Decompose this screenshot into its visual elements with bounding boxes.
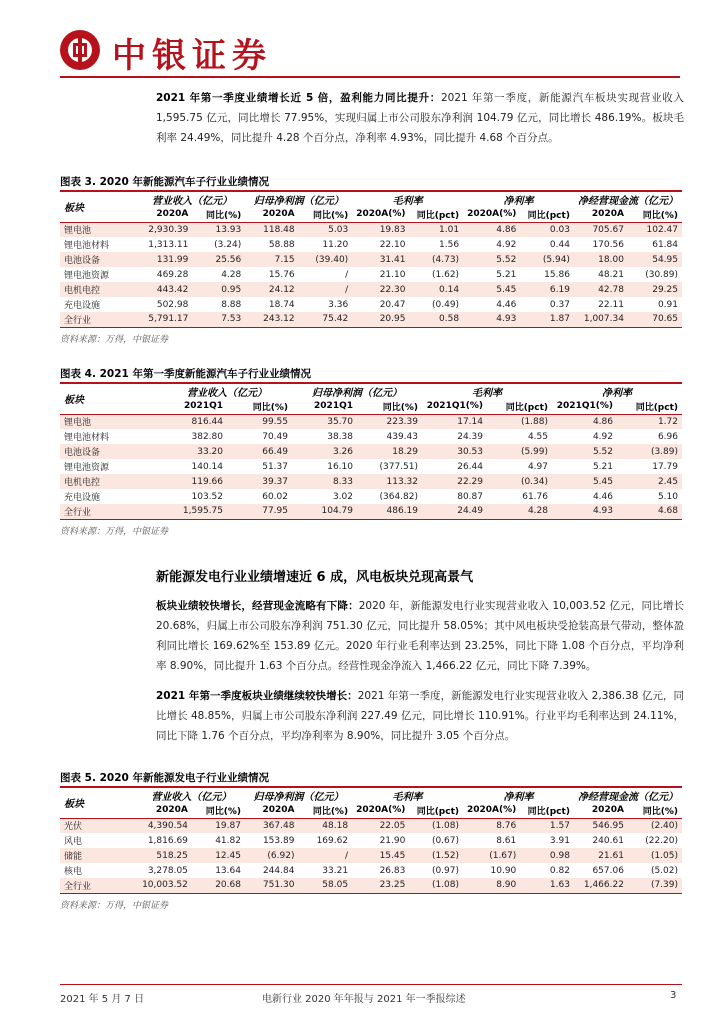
table-cell: 5.45 xyxy=(552,474,617,489)
table-group-header: 净利率 xyxy=(602,388,632,399)
table-cell: 12.45 xyxy=(192,848,245,863)
paragraph-lead: 2021 年第一季度板块业绩继续较快增长： xyxy=(156,690,358,702)
table3-title: 图表 3. 2020 年新能源汽车子行业业绩情况 xyxy=(60,176,269,188)
table-cell: 119.66 xyxy=(162,474,227,489)
table-cell: 4.86 xyxy=(552,414,617,429)
table-cell: 5.10 xyxy=(657,491,678,502)
table-column-header: 同比(pct) xyxy=(617,399,682,414)
table-cell: 1,313.11 xyxy=(148,239,189,250)
table-cell: 58.05 xyxy=(298,878,352,893)
table-column-header: 2020A xyxy=(574,207,628,222)
table-cell: (4.73) xyxy=(409,252,463,267)
table-cell: 0.14 xyxy=(409,282,463,297)
table-column-header: 同比(pct) xyxy=(409,207,463,222)
table-cell: (0.34) xyxy=(487,474,552,489)
table-cell: 5.52 xyxy=(463,252,520,267)
table-cell: 22.05 xyxy=(352,818,409,833)
table-cell: 4.46 xyxy=(592,491,613,502)
table-cell: 382.80 xyxy=(191,431,223,442)
table-cell: 13.64 xyxy=(215,865,241,876)
table-cell: 223.39 xyxy=(357,414,422,429)
table-group-header: 营业收入（亿元） xyxy=(152,196,233,207)
table-cell: 367.48 xyxy=(245,818,299,833)
table5-source: 资料来源：万得，中银证券 xyxy=(60,901,169,911)
table-cell: 113.32 xyxy=(357,474,422,489)
table-cell: 15.86 xyxy=(544,269,570,280)
table-cell: 5.21 xyxy=(592,461,613,472)
table-cell: 1,595.75 xyxy=(162,504,227,519)
table-column-header: 同比(%) xyxy=(357,399,422,414)
table-row xyxy=(60,282,682,297)
table-row xyxy=(60,312,682,327)
table-cell: / xyxy=(345,269,349,280)
table-group-header: 毛利率 xyxy=(392,196,423,207)
table-cell: 15.76 xyxy=(268,269,295,280)
table-cell: 705.67 xyxy=(574,222,628,237)
table-cell: (30.89) xyxy=(645,269,678,280)
table-group-header: 归母净利润（亿元） xyxy=(253,196,344,207)
footer-divider xyxy=(60,984,682,985)
table-row-label: 风电 xyxy=(64,837,83,847)
table-row-label: 锂电池 xyxy=(60,222,139,237)
table-cell: 17.14 xyxy=(422,414,487,429)
table-column-header: 同比(pct) xyxy=(487,399,552,414)
table-row xyxy=(60,222,682,237)
table-row xyxy=(60,252,682,267)
table-cell: 66.49 xyxy=(227,444,292,459)
table-row xyxy=(60,444,682,459)
table-row xyxy=(60,429,682,444)
table-cell: (2.40) xyxy=(628,818,682,833)
table-column-header: 2020A(%) xyxy=(463,803,520,818)
section-title-renewables: 新能源发电行业业绩增速近 6 成，风电板块兑现高景气 xyxy=(156,570,474,585)
table-row xyxy=(60,459,682,474)
table-row xyxy=(60,414,682,429)
table-cell: 4.92 xyxy=(592,431,613,442)
table-row xyxy=(60,863,682,878)
table-cell: 4,390.54 xyxy=(138,818,192,833)
table-column-header: 同比(%) xyxy=(628,803,682,818)
table-cell: (6.92) xyxy=(245,848,299,863)
table-row-label: 全行业 xyxy=(60,878,138,893)
table-cell: 6.19 xyxy=(520,282,574,297)
table-cell: 61.84 xyxy=(652,239,678,250)
table-cell: 20.95 xyxy=(352,312,409,327)
table-cell: 3,278.05 xyxy=(147,865,188,876)
table-column-header: 2020A(%) xyxy=(352,207,409,222)
table-column-header: 同比(%) xyxy=(227,399,292,414)
table-column-header: 2020A xyxy=(245,803,299,818)
table-column-header: 2021Q1(%) xyxy=(422,399,487,414)
table-cell: 1.87 xyxy=(520,312,574,327)
table-cell: 35.70 xyxy=(292,414,357,429)
table-cell: 24.12 xyxy=(245,282,298,297)
table-cell: 99.55 xyxy=(227,414,292,429)
table-cell: 48.21 xyxy=(598,269,624,280)
table-row xyxy=(60,267,682,282)
table-column-header: 2021Q1 xyxy=(292,399,357,414)
table-cell: 5.21 xyxy=(496,269,517,280)
table-cell: (1.67) xyxy=(463,848,520,863)
table-cell: 60.02 xyxy=(262,491,288,502)
table-row xyxy=(60,878,682,893)
table-cell: 0.82 xyxy=(549,865,570,876)
table-cell: 8.90 xyxy=(463,878,520,893)
table-cell: 19.83 xyxy=(352,222,409,237)
brand-name: 中银证券 xyxy=(112,36,272,76)
table-cell: 131.99 xyxy=(139,252,192,267)
table-cell: 20.47 xyxy=(379,299,406,310)
table-cell: 10,003.52 xyxy=(138,878,192,893)
table-cell: 18.29 xyxy=(357,444,422,459)
table-cell: 77.95 xyxy=(227,504,292,519)
table-cell: / xyxy=(298,848,352,863)
table-cell: (5.99) xyxy=(487,444,552,459)
table-cell: 22.10 xyxy=(379,239,406,250)
table-cell: 1,466.22 xyxy=(574,878,628,893)
table-row-label: 电池设备 xyxy=(60,252,139,267)
table-row xyxy=(60,297,682,312)
table-cell: 22.29 xyxy=(422,474,487,489)
table-cell: 486.19 xyxy=(357,504,422,519)
paragraph-renewables-q1 xyxy=(156,686,684,746)
table-cell: 17.79 xyxy=(652,461,678,472)
table-row xyxy=(60,489,682,504)
table-group-header: 毛利率 xyxy=(472,388,502,399)
table-cell: 75.42 xyxy=(299,312,353,327)
table-column-header: 2020A(%) xyxy=(463,207,520,222)
table-cell: 169.62 xyxy=(316,835,349,846)
table-group-header: 营业收入（亿元） xyxy=(151,792,232,803)
table-cell: 58.88 xyxy=(268,239,295,250)
table-cell: 15.45 xyxy=(352,848,409,863)
table4-title: 图表 4. 2021 年第一季度新能源汽车子行业业绩情况 xyxy=(60,368,311,380)
table-cell: 0.95 xyxy=(192,282,245,297)
table-group-header: 归母净利润（亿元） xyxy=(312,388,402,399)
table-row-label: 电机电控 xyxy=(60,474,162,489)
table3 xyxy=(60,192,682,328)
table-cell: 816.44 xyxy=(162,414,227,429)
table-cell: (39.40) xyxy=(299,252,353,267)
table-row-header: 板块 xyxy=(60,788,138,818)
table-cell: (1.52) xyxy=(409,848,463,863)
table-cell: 8.61 xyxy=(496,835,517,846)
table-column-header: 同比(%) xyxy=(192,803,245,818)
table-cell: 4.68 xyxy=(617,504,682,519)
table-row xyxy=(60,833,682,848)
table-cell: 5.03 xyxy=(299,222,353,237)
table-row-label: 电机电控 xyxy=(60,282,139,297)
paragraph-lead: 2021 年第一季度业绩增长近 5 倍，盈利能力同比提升： xyxy=(156,92,441,104)
paragraph-ev-q1 xyxy=(156,88,684,148)
table-column-header: 同比(%) xyxy=(192,207,245,222)
table-group-header: 净经营现金流（亿元） xyxy=(577,196,678,207)
table-column-header: 同比(%) xyxy=(299,207,353,222)
table-cell: 2,930.39 xyxy=(139,222,192,237)
table4 xyxy=(60,384,682,520)
footer-date: 2021 年 5 月 7 日 xyxy=(60,994,145,1005)
table-cell: 24.39 xyxy=(457,431,483,442)
table-cell: 5,791.17 xyxy=(139,312,192,327)
table-cell: (0.97) xyxy=(431,865,459,876)
table-cell: (364.82) xyxy=(379,491,418,502)
table-cell: 1.63 xyxy=(520,878,574,893)
table-row-label: 锂电池材料 xyxy=(64,241,110,251)
table-cell: (1.08) xyxy=(409,818,463,833)
table-cell: 7.53 xyxy=(192,312,245,327)
table-group-header: 净利率 xyxy=(503,792,534,803)
table-column-header: 同比(pct) xyxy=(520,207,574,222)
table-group-header: 营业收入（亿元） xyxy=(187,388,267,399)
table-column-header: 2021Q1 xyxy=(162,399,227,414)
table-cell: 4.28 xyxy=(487,504,552,519)
table-row-header: 板块 xyxy=(60,384,162,414)
table-cell: 4.97 xyxy=(527,461,548,472)
table-cell: 1.01 xyxy=(409,222,463,237)
table-cell: 20.68 xyxy=(192,878,245,893)
table-cell: 30.53 xyxy=(422,444,487,459)
table-cell: (0.49) xyxy=(432,299,460,310)
table-cell: / xyxy=(299,282,353,297)
table-cell: 5.45 xyxy=(463,282,520,297)
table-cell: 18.00 xyxy=(574,252,628,267)
table-cell: 2.45 xyxy=(617,474,682,489)
table-cell: 21.61 xyxy=(574,848,628,863)
paragraph-body: 2021 年第一季度，新能源汽车板块实现营业收入 1,595.75 亿元，同比增长 77.95%，实现归属上市公司股东净利润 104.79 亿元，同比增长 486.19%。板块毛利率 24.49%，同比提升 4.28 个百分点，净利率 4.93%，同比提升 4.68 个百分点。 xyxy=(156,92,684,144)
table-cell: (1.05) xyxy=(628,848,682,863)
table-cell: 10.90 xyxy=(490,865,517,876)
table-cell: 16.10 xyxy=(327,461,353,472)
table-cell: 22.11 xyxy=(598,299,624,310)
table-cell: (1.88) xyxy=(487,414,552,429)
table-group-header: 毛利率 xyxy=(392,792,423,803)
table-cell: 118.48 xyxy=(245,222,298,237)
table-cell: 42.78 xyxy=(574,282,628,297)
table-cell: 54.95 xyxy=(628,252,682,267)
table-cell: (3.24) xyxy=(214,239,242,250)
table-column-header: 2020A xyxy=(138,803,192,818)
table-row-label: 储能 xyxy=(60,848,138,863)
table-column-header: 2020A xyxy=(139,207,192,222)
table-cell: (377.51) xyxy=(379,461,418,472)
table-cell: 51.37 xyxy=(262,461,288,472)
table-cell: 18.74 xyxy=(268,299,295,310)
table-row-label: 充电设施 xyxy=(64,493,101,503)
table5-title: 图表 5. 2020 年新能源发电子行业业绩情况 xyxy=(60,772,269,784)
table-cell: 4.93 xyxy=(463,312,520,327)
table-cell: 102.47 xyxy=(628,222,682,237)
table-cell: 469.28 xyxy=(156,269,189,280)
table-cell: 8.76 xyxy=(463,818,520,833)
table-cell: 3.36 xyxy=(328,299,349,310)
table-cell: 26.83 xyxy=(379,865,406,876)
table-cell: 4.46 xyxy=(496,299,517,310)
table-cell: 153.89 xyxy=(262,835,295,846)
table-cell: 61.76 xyxy=(522,491,548,502)
table4-source: 资料来源：万得，中银证券 xyxy=(60,527,169,537)
table-cell: 0.37 xyxy=(549,299,570,310)
table-cell: 25.56 xyxy=(192,252,245,267)
table-row-label: 全行业 xyxy=(60,504,162,519)
table-cell: (22.20) xyxy=(645,835,678,846)
table-cell: (5.02) xyxy=(650,865,678,876)
paragraph-body: 2020 年，新能源发电行业实现营业收入 10,003.52 亿元，同比增长 20.68%，归属上市公司股东净利润 751.30 亿元，同比提升 58.05%；其中风电板块受抢装高景气带动，整体盈利同比增长 169.62%至 153.89 亿元。2020 年行业毛利率达到 23.25%，同比下降 1.08 个百分点，平均净利率 8.90%，同比提升 1.63 个百分点。经营性现金净流入 1,466.22 亿元，同比下降 7.39%。 xyxy=(156,600,685,672)
table-cell: 3.26 xyxy=(292,444,357,459)
table-cell: 170.56 xyxy=(592,239,624,250)
table-row-label: 锂电池 xyxy=(60,414,162,429)
table-cell: 518.25 xyxy=(138,848,192,863)
table-row-header: 板块 xyxy=(60,192,139,222)
table-column-header: 同比(pct) xyxy=(409,803,463,818)
table-group-header: 归母净利润（亿元） xyxy=(253,792,344,803)
table-cell: 21.10 xyxy=(379,269,406,280)
table-cell: 1.56 xyxy=(439,239,460,250)
table-cell: 502.98 xyxy=(156,299,189,310)
table-cell: 48.18 xyxy=(298,818,352,833)
table-cell: 1.72 xyxy=(617,414,682,429)
table-cell: 0.58 xyxy=(409,312,463,327)
table-column-header: 同比(pct) xyxy=(520,803,574,818)
table-cell: (1.08) xyxy=(409,878,463,893)
table-cell: 104.79 xyxy=(292,504,357,519)
table-cell: 38.38 xyxy=(327,431,353,442)
table-row-label: 锂电池资源 xyxy=(64,463,110,473)
table-cell: 11.20 xyxy=(322,239,349,250)
table-cell: 4.93 xyxy=(552,504,617,519)
table-cell: 26.44 xyxy=(457,461,483,472)
table-cell: 4.55 xyxy=(527,431,548,442)
table-cell: (1.62) xyxy=(432,269,460,280)
table-cell: 39.37 xyxy=(227,474,292,489)
table-cell: 0.03 xyxy=(520,222,574,237)
bank-logo-icon xyxy=(60,30,100,70)
table-cell: 24.49 xyxy=(422,504,487,519)
table-row xyxy=(60,474,682,489)
table-cell: 546.95 xyxy=(574,818,628,833)
table-row-label: 充电设施 xyxy=(64,301,101,311)
page-number: 3 xyxy=(670,990,677,1001)
table-cell: 657.06 xyxy=(592,865,624,876)
table-cell: 70.49 xyxy=(262,431,288,442)
table-row-label: 全行业 xyxy=(60,312,139,327)
table-cell: 240.61 xyxy=(592,835,624,846)
paragraph-renewables-2020 xyxy=(156,596,684,676)
table-cell: 33.21 xyxy=(322,865,349,876)
table-column-header: 2020A(%) xyxy=(352,803,409,818)
table-cell: 3.02 xyxy=(332,491,353,502)
table-column-header: 同比(%) xyxy=(298,803,352,818)
table-column-header: 同比(%) xyxy=(628,207,682,222)
table-cell: 41.82 xyxy=(215,835,241,846)
table-cell: 13.93 xyxy=(192,222,245,237)
table3-source: 资料来源：万得，中银证券 xyxy=(60,335,169,345)
table-column-header: 2020A xyxy=(245,207,298,222)
table-group-header: 净经营现金流（亿元） xyxy=(577,792,678,803)
table-cell: 0.91 xyxy=(657,299,678,310)
paragraph-body: 2021 年第一季度，新能源发电行业实现营业收入 2,386.38 亿元，同比增长 48.85%，归属上市公司股东净利润 227.49 亿元，同比增长 110.91%。行业平均毛利率达到 24.11%，同比下降 1.76 个百分点，平均净利率为 8.90%，同比提升 3.05 个百分点。 xyxy=(156,690,684,742)
table-cell: 5.52 xyxy=(552,444,617,459)
table-cell: 103.52 xyxy=(191,491,223,502)
table-cell: 4.92 xyxy=(496,239,517,250)
table-row-label: 锂电池材料 xyxy=(64,433,110,443)
table-row-label: 锂电池资源 xyxy=(64,271,110,281)
table-cell: 23.25 xyxy=(352,878,409,893)
table-cell: 439.43 xyxy=(386,431,418,442)
table-row-label: 电池设备 xyxy=(60,444,162,459)
table-cell: 21.90 xyxy=(379,835,406,846)
page-header xyxy=(60,28,680,74)
table-cell: 244.84 xyxy=(262,865,295,876)
table-cell: 140.14 xyxy=(191,461,223,472)
table-cell: (5.94) xyxy=(520,252,574,267)
table-cell: 8.88 xyxy=(221,299,242,310)
table-cell: 751.30 xyxy=(245,878,299,893)
table-cell: 1.57 xyxy=(520,818,574,833)
table-row-label: 核电 xyxy=(64,867,83,877)
table-cell: 6.96 xyxy=(657,431,678,442)
table-cell: 31.41 xyxy=(352,252,409,267)
table-cell: 80.87 xyxy=(457,491,483,502)
table-row xyxy=(60,848,682,863)
table-cell: 4.28 xyxy=(221,269,242,280)
table-cell: 1,007.34 xyxy=(574,312,628,327)
table-cell: 4.86 xyxy=(463,222,520,237)
table-cell: 19.87 xyxy=(192,818,245,833)
table-row xyxy=(60,818,682,833)
table-row xyxy=(60,237,682,252)
table-cell: 70.65 xyxy=(628,312,682,327)
table-cell: 0.98 xyxy=(520,848,574,863)
table-cell: 443.42 xyxy=(139,282,192,297)
table-group-header: 净利率 xyxy=(503,196,534,207)
table-cell: 29.25 xyxy=(628,282,682,297)
table-cell: 7.15 xyxy=(245,252,298,267)
table-row xyxy=(60,504,682,519)
table-cell: 0.44 xyxy=(549,239,570,250)
table-cell: 22.30 xyxy=(352,282,409,297)
table-cell: 33.20 xyxy=(162,444,227,459)
header-divider xyxy=(60,76,680,78)
paragraph-lead: 板块业绩较快增长，经营现金流略有下降： xyxy=(156,600,359,612)
table-column-header: 2020A xyxy=(574,803,628,818)
table-cell: 1,816.69 xyxy=(147,835,188,846)
table-cell: (7.39) xyxy=(628,878,682,893)
table-cell: 8.33 xyxy=(292,474,357,489)
footer-title: 电新行业 2020 年年报与 2021 年一季报综述 xyxy=(262,994,466,1005)
table-cell: 243.12 xyxy=(245,312,298,327)
table-cell: (0.67) xyxy=(431,835,459,846)
table-column-header: 2021Q1(%) xyxy=(552,399,617,414)
table-cell: (3.89) xyxy=(617,444,682,459)
table-cell: 3.91 xyxy=(549,835,570,846)
table-row-label: 光伏 xyxy=(60,818,138,833)
table5 xyxy=(60,788,682,894)
